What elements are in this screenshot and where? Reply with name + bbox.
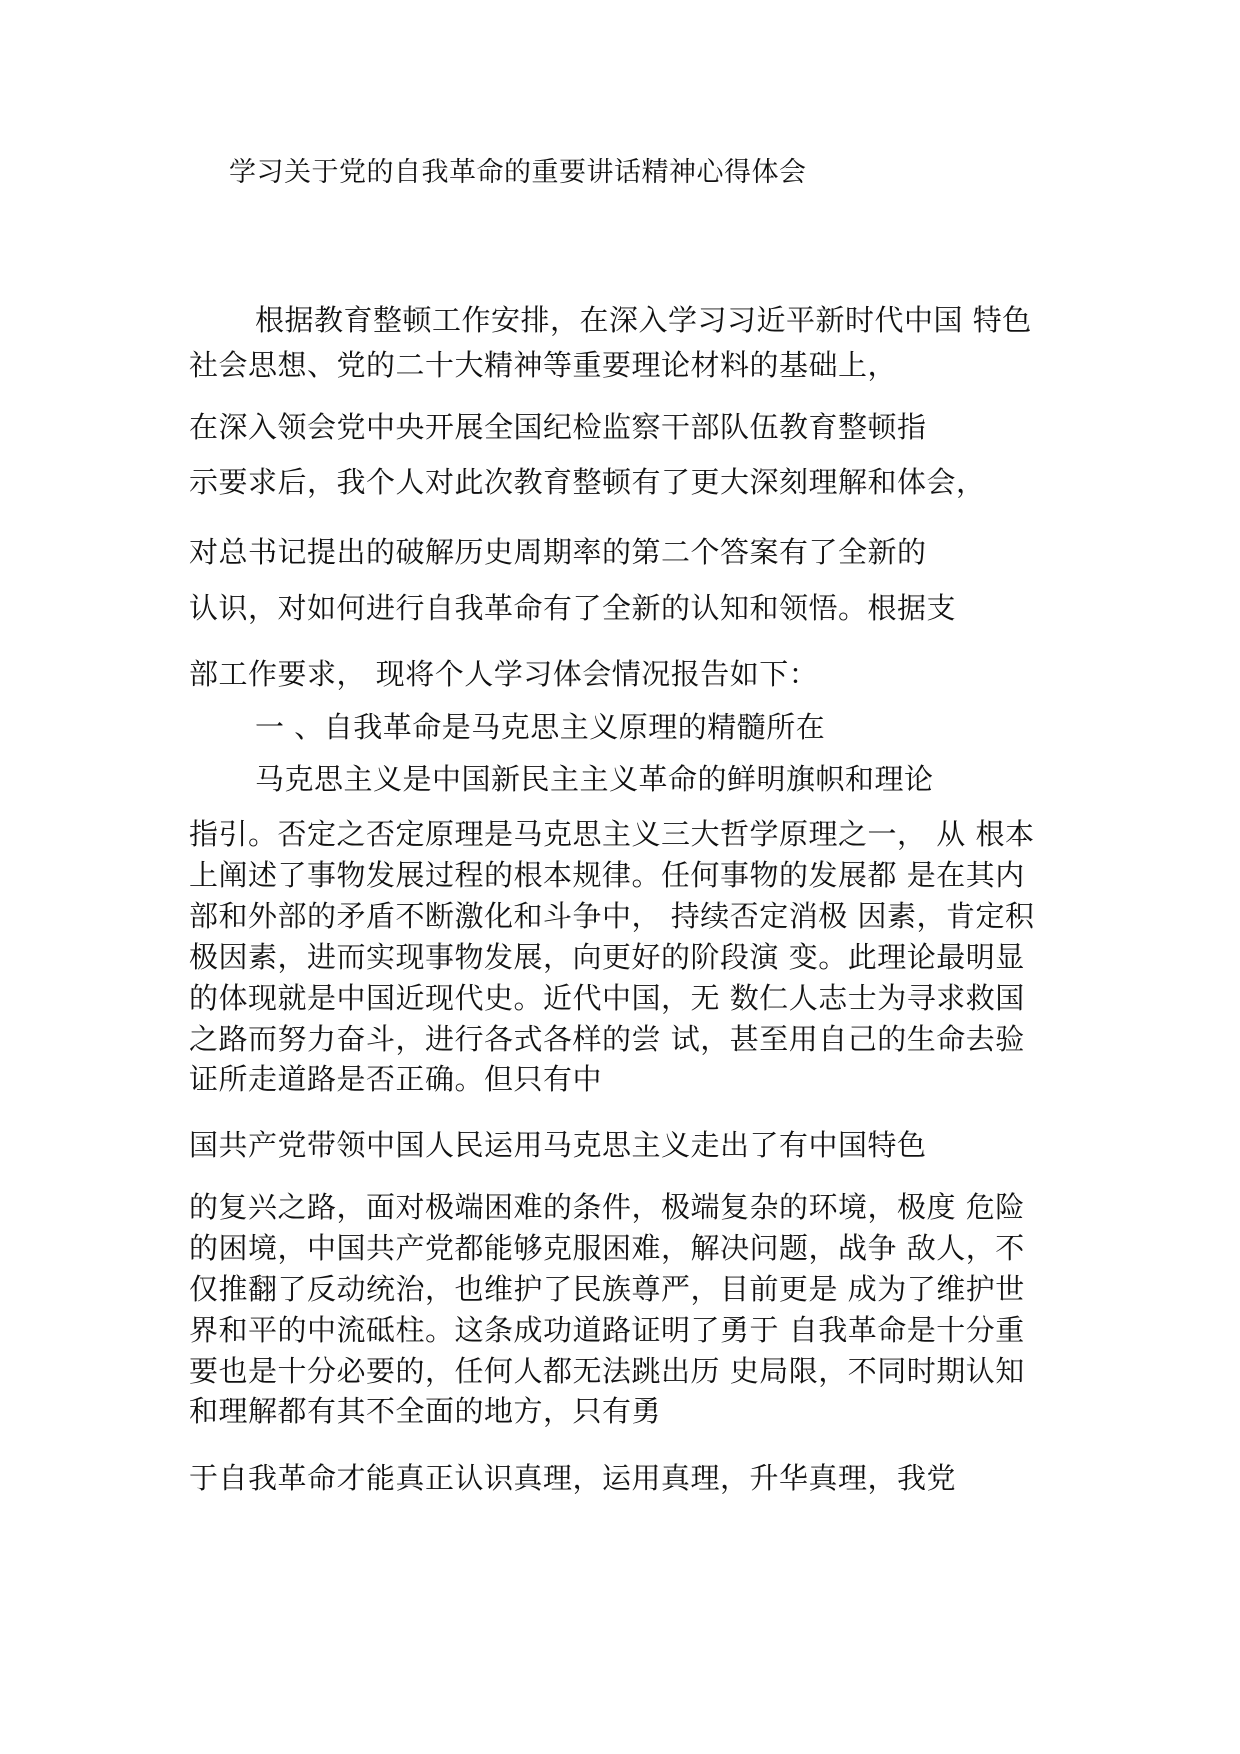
paragraph-line: 和理解都有其不全面的地方，只有勇 (189, 1394, 662, 1428)
paragraph-line: 的困境，中国共产党都能够克服困难，解决问题，战争 敌人，不 (189, 1231, 1025, 1265)
paragraph-line: 在深入领会党中央开展全国纪检监察干部队伍教育整顿指 (189, 410, 927, 444)
paragraph-line: 部工作要求， 现将个人学习体会情况报告如下： (189, 657, 819, 691)
paragraph-line: 认识，对如何进行自我革命有了全新的认知和领悟。根据支 (189, 591, 957, 625)
paragraph-line: 指引。否定之否定原理是马克思主义三大哲学原理之一， 从 根本 (189, 817, 1035, 851)
paragraph-line: 马克思主义是中国新民主主义革命的鲜明旗帜和理论 (255, 762, 934, 796)
paragraph-line: 界和平的中流砥柱。这条成功道路证明了勇于 自我革命是十分重 (189, 1313, 1025, 1347)
paragraph-line: 根据教育整顿工作安排，在深入学习习近平新时代中国 特色 (255, 303, 1032, 337)
paragraph-line: 对总书记提出的破解历史周期率的第二个答案有了全新的 (189, 535, 927, 569)
paragraph-line: 之路而努力奋斗，进行各式各样的尝 试，甚至用自己的生命去验 (189, 1022, 1025, 1056)
paragraph-line: 部和外部的矛盾不断激化和斗争中， 持续否定消极 因素，肯定积 (189, 899, 1035, 933)
paragraph-line: 示要求后，我个人对此次教育整顿有了更大深刻理解和体会， (189, 465, 986, 499)
paragraph-line: 的体现就是中国近现代史。近代中国，无 数仁人志士为寻求救国 (189, 981, 1025, 1015)
paragraph-line: 上阐述了事物发展过程的根本规律。任何事物的发展都 是在其内 (189, 858, 1025, 892)
paragraph-line: 于自我革命才能真正认识真理，运用真理，升华真理，我党 (189, 1461, 957, 1495)
paragraph-line: 国共产党带领中国人民运用马克思主义走出了有中国特色 (189, 1128, 927, 1162)
paragraph-line: 要也是十分必要的，任何人都无法跳出历 史局限，不同时期认知 (189, 1354, 1025, 1388)
paragraph-line: 仅推翻了反动统治，也维护了民族尊严，目前更是 成为了维护世 (189, 1272, 1025, 1306)
paragraph-line: 的复兴之路，面对极端困难的条件，极端复杂的环境，极度 危险 (189, 1190, 1025, 1224)
paragraph-line: 社会思想、党的二十大精神等重要理论材料的基础上， (189, 348, 898, 382)
document-title: 学习关于党的自我革命的重要讲话精神心得体会 (229, 157, 807, 188)
paragraph-line: 证所走道路是否正确。但只有中 (189, 1062, 603, 1096)
paragraph-line: 极因素，进而实现事物发展，向更好的阶段演 变。此理论最明显 (189, 940, 1025, 974)
section-heading: 一 、自我革命是马克思主义原理的精髓所在 (255, 710, 826, 744)
